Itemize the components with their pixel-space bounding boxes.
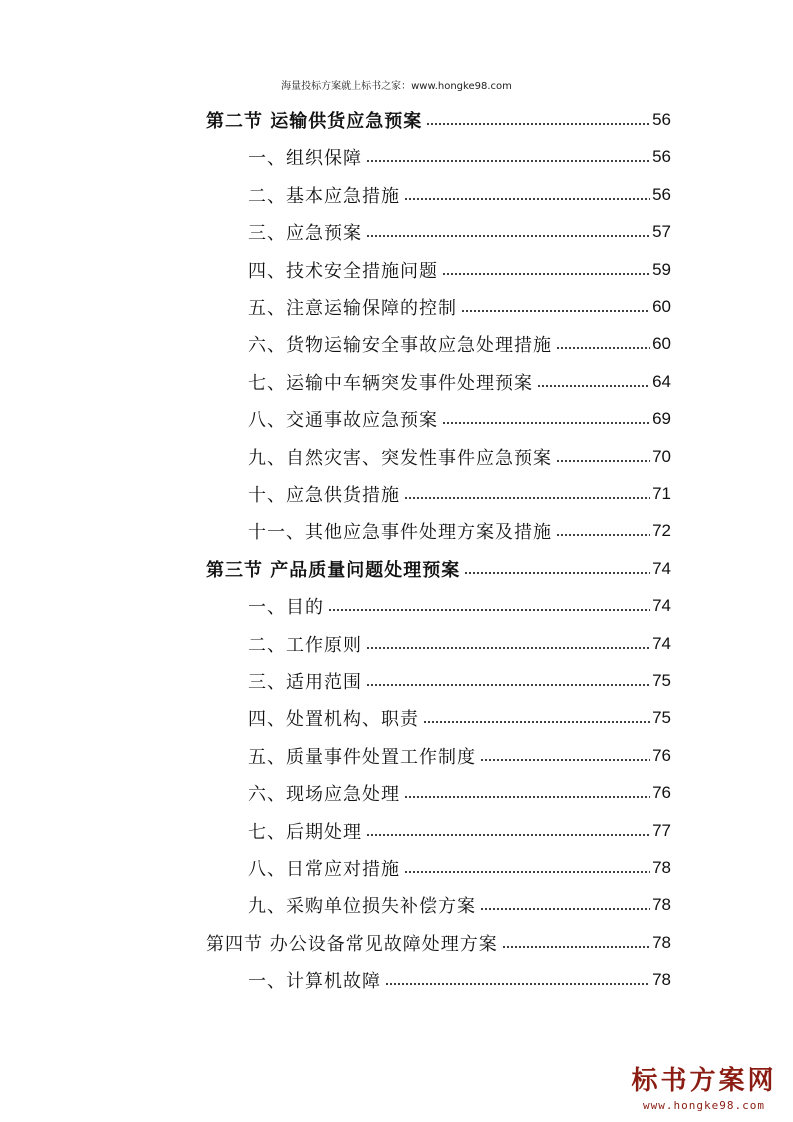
toc-entry[interactable] [248,513,671,550]
toc-entry-label: 第二节 运输供货应急预案 [206,111,423,132]
toc-entry[interactable] [248,700,671,737]
toc-entry-page-number: 78 [652,932,671,952]
toc-entry[interactable] [248,775,671,812]
watermark-title: 标书方案网 [631,1066,777,1096]
toc-entry[interactable] [248,588,671,625]
toc-entry-page-number: 59 [652,259,671,279]
toc-entry-page-number: 72 [652,521,671,541]
toc-leader-dots [480,908,650,910]
toc-entry-label: 一、目的 [248,597,324,619]
toc-leader-dots [328,609,650,611]
toc-leader-dots [442,273,650,275]
toc-entry-page-number: 56 [652,184,671,204]
toc-leader-dots [366,834,650,836]
toc-entry-page-number: 76 [652,745,671,765]
toc-entry[interactable] [248,625,671,662]
toc-leader-dots [423,721,650,723]
toc-entry-label: 二、基本应急措施 [248,185,400,207]
toc-leader-dots [461,310,650,312]
toc-entry[interactable] [248,850,671,887]
toc-leader-dots [385,983,650,985]
toc-entry-label: 七、后期处理 [248,821,362,843]
toc-leader-dots [442,422,650,424]
toc-entry-page-number: 78 [652,895,671,915]
toc-entry-page-number: 56 [652,110,671,129]
toc-entry-page-number: 76 [652,783,671,803]
toc-entry-label: 五、质量事件处置工作制度 [248,746,476,768]
toc-entry[interactable] [248,251,671,288]
toc-leader-dots [404,871,650,873]
toc-leader-dots [464,572,650,574]
toc-entry-label: 第三节 产品质量问题处理预案 [206,559,461,581]
watermark-url: www.hongke98.com [643,1099,765,1112]
toc-entry-label: 六、现场应急处理 [248,784,400,806]
toc-leader-dots [556,534,650,536]
toc-entry[interactable] [248,812,671,849]
toc-entry[interactable] [248,887,671,924]
toc-entry-label: 八、交通事故应急预案 [248,410,438,432]
toc-leader-dots [366,684,650,686]
toc-entry-label: 一、组织保障 [248,148,362,170]
toc-leader-dots [404,198,650,200]
toc-entry-label: 八、日常应对措施 [248,859,400,880]
toc-entry[interactable] [206,102,671,139]
toc-entry-page-number: 70 [652,446,671,466]
toc-entry-label: 四、处置机构、职责 [248,709,419,731]
toc-entry[interactable] [248,289,671,326]
toc-entry-label: 五、注意运输保障的控制 [248,298,457,319]
toc-leader-dots [502,946,650,948]
toc-entry-label: 九、自然灾害、突发性事件应急预案 [248,447,552,469]
toc-entry[interactable] [248,139,671,176]
toc-entry[interactable] [248,737,671,774]
toc-entry-label: 四、技术安全措施问题 [248,260,438,282]
toc-leader-dots [404,497,650,499]
toc-entry[interactable] [248,401,671,438]
toc-entry-page-number: 56 [652,147,671,167]
toc-entry[interactable] [248,176,671,213]
toc-entry-page-number: 74 [652,558,671,578]
toc-leader-dots [366,235,650,237]
toc-leader-dots [404,796,650,798]
toc-entry[interactable] [248,962,671,999]
toc-entry[interactable] [248,363,671,400]
toc-entry[interactable] [248,476,671,513]
toc-entry-page-number: 71 [652,484,671,503]
toc-entry-label: 三、适用范围 [248,672,362,693]
toc-entry[interactable] [248,214,671,251]
toc-leader-dots [537,385,650,387]
toc-leader-dots [556,347,650,349]
toc-entry-label: 二、工作原则 [248,634,362,656]
toc-leader-dots [366,160,650,162]
toc-entry-page-number: 75 [652,708,671,728]
toc-entry-label: 第四节 办公设备常见故障处理方案 [206,933,498,955]
toc-entry-page-number: 75 [652,671,671,690]
toc-entry-page-number: 78 [652,970,671,990]
toc-entry-page-number: 64 [652,371,671,391]
toc-entry-label: 三、应急预案 [248,223,362,245]
toc-entry-page-number: 60 [652,297,671,316]
toc-entry-page-number: 78 [652,858,671,877]
toc-entry-page-number: 69 [652,409,671,429]
toc-leader-dots [366,647,650,649]
toc-entry-label: 十一、其他应急事件处理方案及措施 [248,522,552,544]
page-header: 海量投标方案就上标书之家：www.hongke98.com [281,81,512,92]
toc-entry[interactable] [206,550,671,587]
toc-entry-label: 一、计算机故障 [248,971,381,993]
toc-entry[interactable] [206,924,671,961]
toc-leader-dots [556,460,650,462]
toc-entry-label: 六、货物运输安全事故应急处理措施 [248,335,552,357]
watermark-logo [629,1066,779,1112]
toc-entry-label: 十、应急供货措施 [248,485,400,506]
toc-entry-page-number: 74 [652,633,671,653]
toc-entry-label: 七、运输中车辆突发事件处理预案 [248,372,533,394]
toc-leader-dots [426,123,650,125]
toc-entry-page-number: 60 [652,334,671,354]
toc-entry-page-number: 57 [652,222,671,242]
toc-entry[interactable] [248,326,671,363]
toc-leader-dots [480,759,650,761]
toc-entry-page-number: 77 [652,820,671,840]
toc-entry-label: 九、采购单位损失补偿方案 [248,896,476,918]
toc-entry[interactable] [248,438,671,475]
toc-entry[interactable] [248,663,671,700]
toc-entry-page-number: 74 [652,596,671,616]
